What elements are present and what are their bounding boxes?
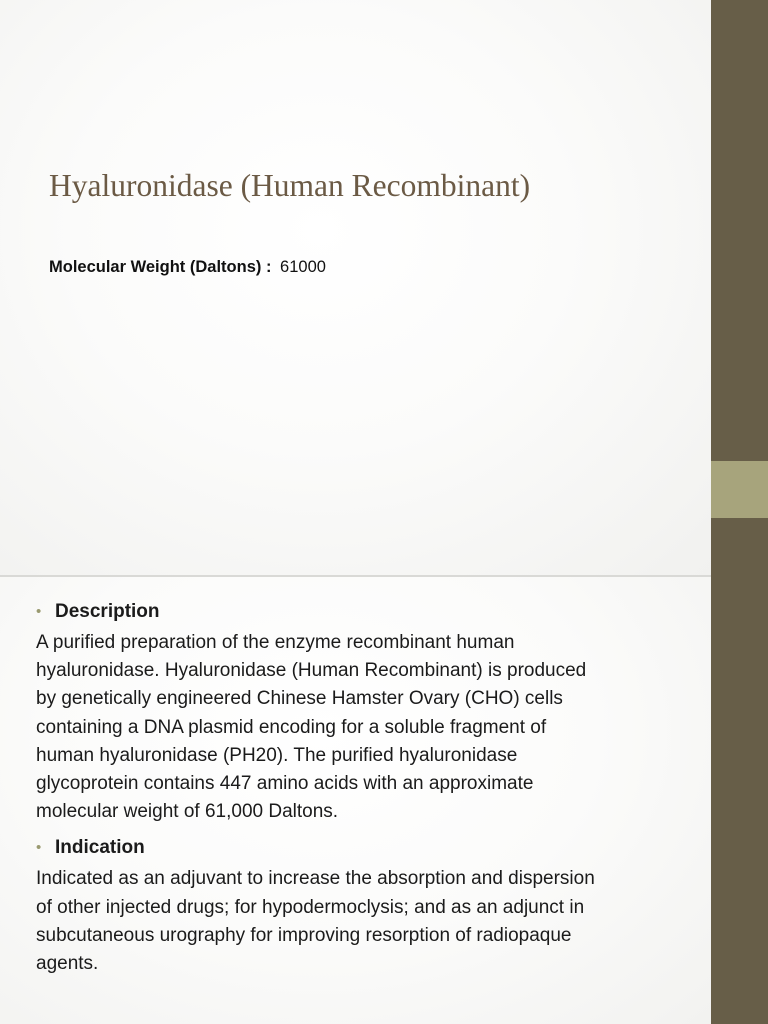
- molecular-weight-value: 61000: [280, 258, 326, 276]
- description-line: human hyaluronidase (PH20). The purified hyaluronidase: [36, 744, 518, 766]
- description-line: hyaluronidase. Hyaluronidase (Human Recombinant) is produced: [36, 660, 587, 682]
- description-line: containing a DNA plasmid encoding for a soluble fragment of: [36, 716, 547, 738]
- indication-line: agents.: [36, 953, 99, 975]
- indication-line: of other injected drugs; for hypodermoclysis; and as an adjunct in: [36, 896, 585, 918]
- description-line: A purified preparation of the enzyme recombinant human: [36, 632, 515, 653]
- molecular-weight-line: [49, 255, 326, 279]
- molecular-weight-label: Molecular Weight (Daltons) :: [49, 258, 272, 276]
- slide-title: Hyaluronidase (Human Recombinant): [49, 168, 531, 203]
- description-line: molecular weight of 61,000 Daltons.: [36, 801, 339, 823]
- description-heading: [36, 597, 686, 627]
- bullet-icon: •: [36, 603, 42, 620]
- indication-heading: [36, 833, 686, 863]
- indication-line: subcutaneous urography for improving resorption of radiopaque: [36, 924, 572, 946]
- description-heading-text: Description: [55, 601, 160, 622]
- sidebar-accent-tab: [711, 461, 768, 518]
- description-line: glycoprotein contains 447 amino acids with an approximate: [36, 773, 534, 795]
- content-body: [36, 597, 686, 985]
- indication-text: [36, 865, 686, 978]
- description-line: by genetically engineered Chinese Hamster Ovary (CHO) cells: [36, 688, 563, 710]
- indication-heading-text: Indication: [55, 837, 145, 859]
- description-text: [36, 629, 686, 826]
- bullet-icon: •: [36, 839, 42, 857]
- indication-line: Indicated as an adjuvant to increase the absorption and dispersion: [36, 868, 595, 890]
